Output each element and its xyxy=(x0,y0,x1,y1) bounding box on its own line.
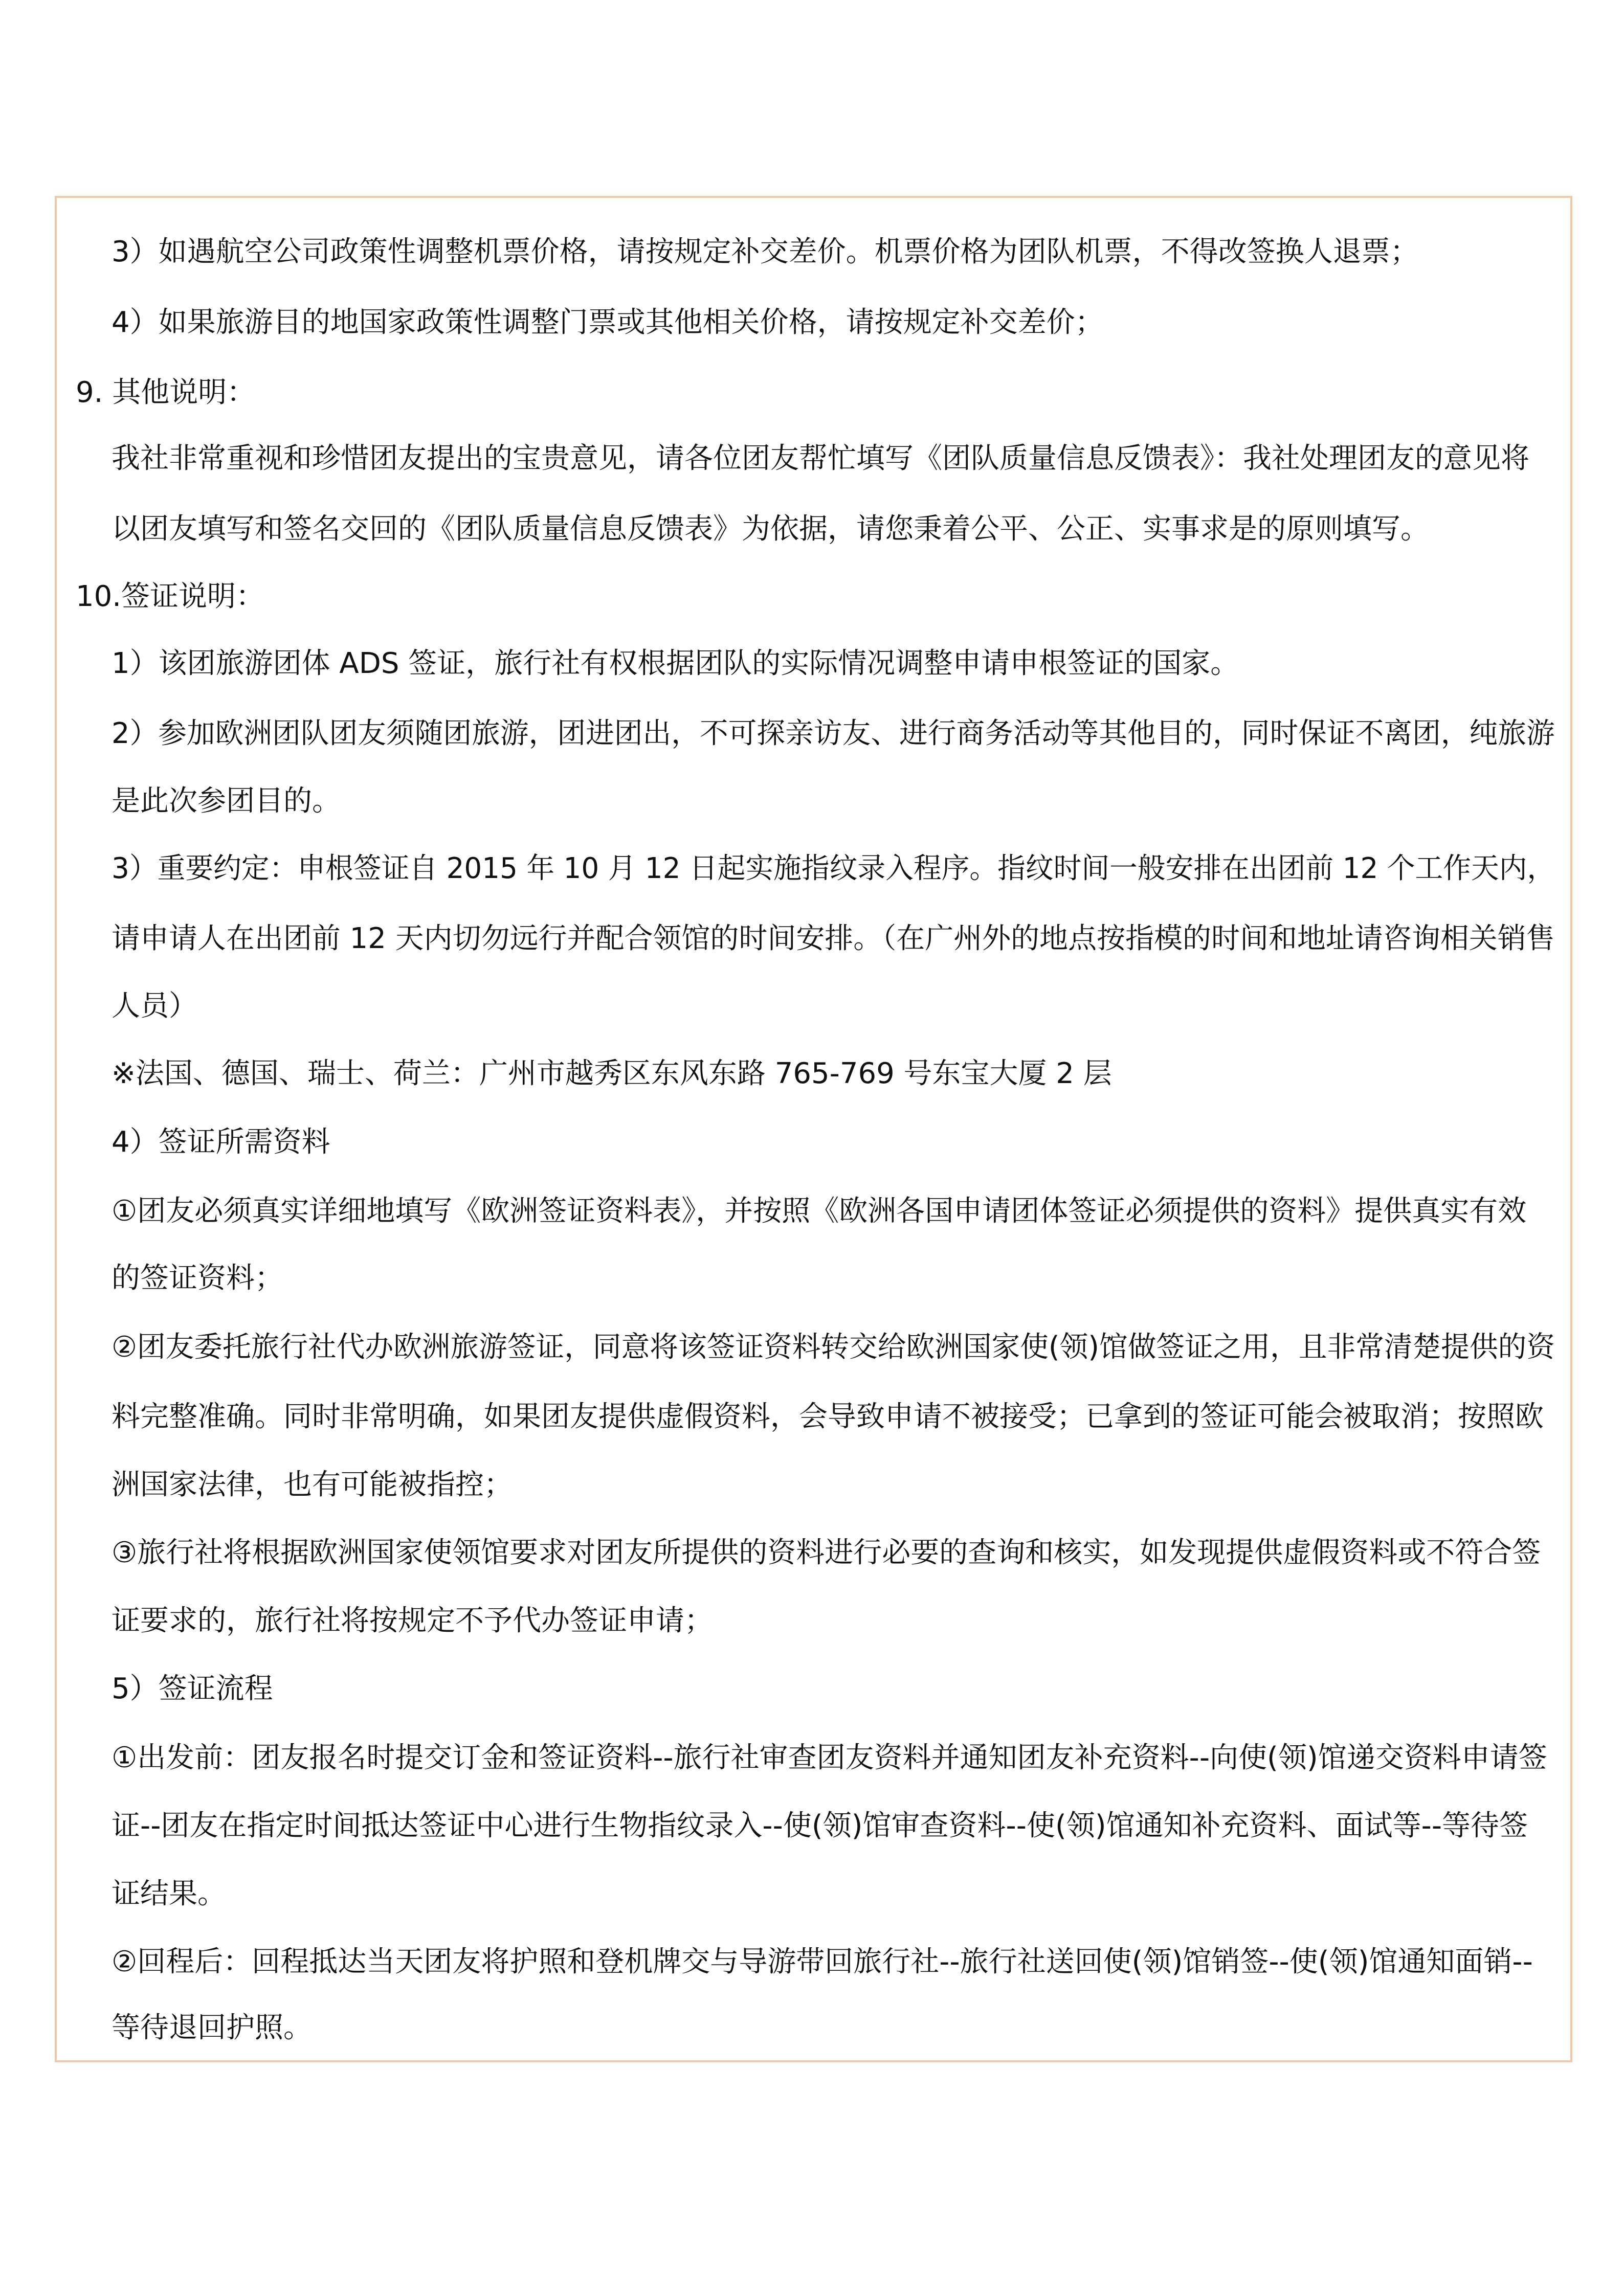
heading-visa-process: 5）签证流程 xyxy=(112,1672,273,1705)
line-fingerprint-2: 请申请人在出团前 12 天内切勿远行并配合领馆的时间安排。（在广州外的地点按指模的时间和地址请咨询相关销售 xyxy=(112,922,1555,955)
line-feedback-1: 我社非常重视和珍惜团友提出的宝贵意见，请各位团友帮忙填写《团队质量信息反馈表》：我社处理团友的意见将 xyxy=(112,442,1529,475)
line-process-after-2: 等待退回护照。 xyxy=(112,2011,312,2044)
line-materials-3b: 证要求的，旅行社将按规定不予代办签证申请； xyxy=(112,1604,713,1637)
line-visa-address: ※法国、德国、瑞士、荷兰：广州市越秀区东风东路 765-769 号东宝大厦 2 层 xyxy=(112,1057,1112,1090)
line-visa-group-2: 是此次参团目的。 xyxy=(112,784,341,818)
heading-visa-notes: 10.签证说明： xyxy=(76,580,265,613)
line-process-before-3: 证结果。 xyxy=(112,1877,226,1910)
line-materials-3a: ③旅行社将根据欧洲国家使领馆要求对团友所提供的资料进行必要的查询和核实，如发现提供虚假资料或不符合签 xyxy=(112,1536,1541,1569)
line-ticket-price-adjustment: 4）如果旅游目的地国家政策性调整门票或其他相关价格，请按规定补交差价； xyxy=(112,306,1104,339)
line-feedback-2: 以团友填写和签名交回的《团队质量信息反馈表》为依据，请您秉着公平、公正、实事求是的原则填写。 xyxy=(112,512,1429,546)
line-materials-2c: 洲国家法律，也有可能被指控； xyxy=(112,1468,513,1501)
line-materials-2a: ②团友委托旅行社代办欧洲旅游签证，同意将该签证资料转交给欧洲国家使(领)馆做签证之用，且非常清楚提供的资 xyxy=(112,1331,1555,1364)
line-visa-group-1: 2）参加欧洲团队团友须随团旅游，团进团出，不可探亲访友、进行商务活动等其他目的，同时保证不离团，纯旅游 xyxy=(112,717,1555,750)
line-process-before-2: 证--团友在指定时间抵达签证中心进行生物指纹录入--使(领)馆审查资料--使(领)馆通知补充资料、面试等--等待签 xyxy=(112,1809,1528,1842)
line-materials-1b: 的签证资料； xyxy=(112,1262,283,1295)
line-materials-2b: 料完整准确。同时非常明确，如果团友提供虚假资料，会导致申请不被接受；已拿到的签证可能会被取消；按照欧 xyxy=(112,1400,1544,1433)
line-process-after-1: ②回程后：回程抵达当天团友将护照和登机牌交与导游带回旅行社--旅行社送回使(领)馆销签--使(领)馆通知面销-- xyxy=(112,1945,1533,1978)
line-fingerprint-3: 人员） xyxy=(112,989,197,1023)
heading-other-notes: 9. 其他说明： xyxy=(76,376,256,409)
line-materials-1a: ①团友必须真实详细地填写《欧洲签证资料表》，并按照《欧洲各国申请团体签证必须提供的资料》提供真实有效 xyxy=(112,1195,1527,1228)
line-airfare-adjustment: 3）如遇航空公司政策性调整机票价格，请按规定补交差价。机票价格为团队机票，不得改签换人退票； xyxy=(112,235,1419,268)
line-process-before-1: ①出发前：团友报名时提交订金和签证资料--旅行社审查团友资料并通知团友补充资料--向使(领)馆递交资料申请签 xyxy=(112,1741,1547,1774)
line-visa-ads: 1）该团旅游团体 ADS 签证，旅行社有权根据团队的实际情况调整申请申根签证的国家。 xyxy=(112,647,1239,680)
heading-visa-materials: 4）签证所需资料 xyxy=(112,1126,330,1159)
line-fingerprint-1: 3）重要约定：申根签证自 2015 年 10 月 12 日起实施指纹录入程序。指纹时间一般安排在出团前 12 个工作天内， xyxy=(112,852,1555,885)
